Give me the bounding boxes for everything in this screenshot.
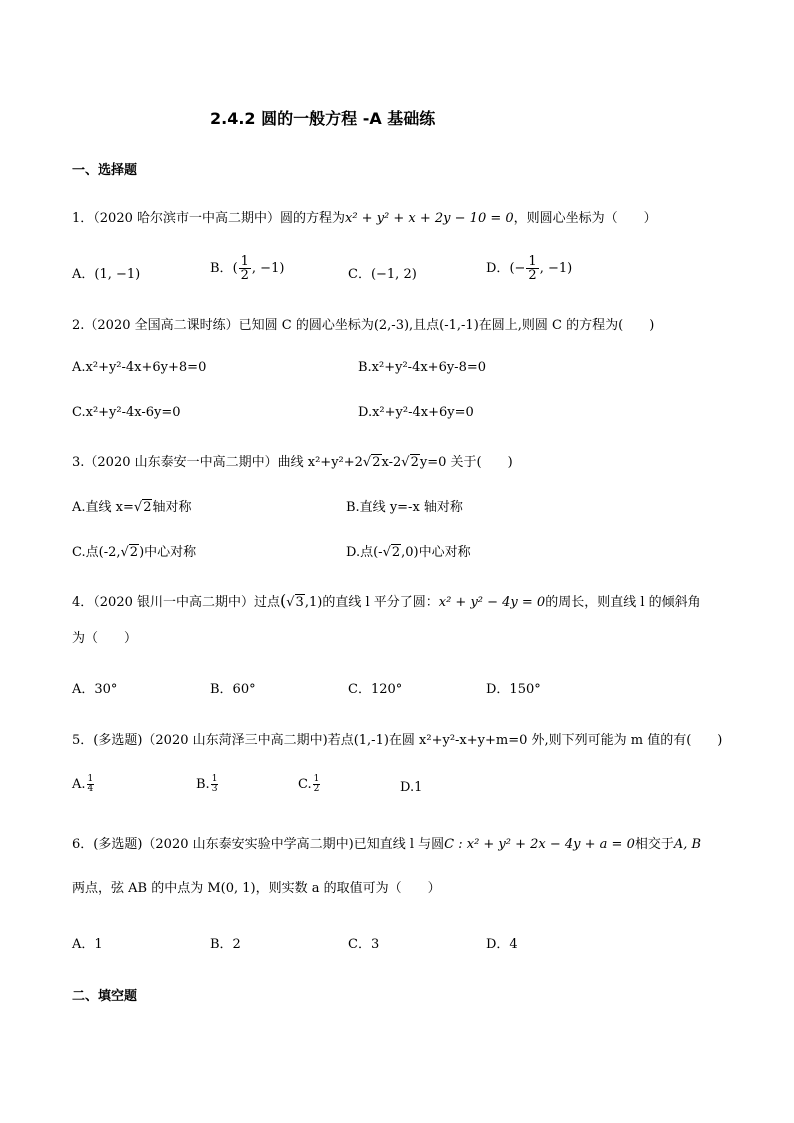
- q3-option-c[interactable]: [72, 541, 196, 560]
- q1-option-b-rest: , −1): [251, 261, 285, 276]
- question-3-part-b: x-2: [381, 455, 402, 470]
- q4-option-c[interactable]: C．120°: [348, 682, 403, 697]
- q5-option-a-label: A.: [72, 777, 86, 792]
- q4-option-a[interactable]: A．30°: [72, 682, 118, 697]
- sqrt-symbol: √2: [382, 545, 401, 560]
- q1-option-c[interactable]: C．(−1, 2): [348, 267, 417, 282]
- sqrt-symbol: √2: [133, 500, 152, 515]
- q3-option-b[interactable]: B.直线 y=-x 轴对称: [346, 500, 463, 515]
- q5-option-a-fraction: $\frac{1}{4}$: [87, 774, 94, 794]
- question-4-equation: x² + y² − 4y = 0: [438, 595, 546, 610]
- q2-option-c[interactable]: C.x²+y²-4x-6y=0: [72, 405, 181, 420]
- q3-option-a[interactable]: [72, 496, 191, 515]
- question-1-prefix: 1．（2020 哈尔滨市一中高二期中）圆的方程为: [72, 211, 345, 226]
- question-1-equation: x² + y² + x + 2y − 10 = 0: [345, 211, 514, 226]
- q1-option-d[interactable]: D．(− $\frac{1}{2}$ , −1): [486, 254, 573, 283]
- q1-option-d-fraction: $\frac{1}{2}$: [528, 254, 537, 283]
- q2-option-d[interactable]: D.x²+y²-4x+6y=0: [358, 405, 474, 420]
- q5-option-b-fraction: $\frac{1}{3}$: [211, 774, 218, 794]
- q3-option-d-part-a: D.点(-: [346, 545, 383, 560]
- question-4-part-c: 的周长，则直线 l 的倾斜角: [545, 595, 701, 610]
- q5-option-b[interactable]: [196, 775, 219, 794]
- section-heading-choice: 一、选择题: [72, 163, 138, 178]
- q1-option-d-rest: , −1): [539, 261, 573, 276]
- q3-option-a-part-a: A.直线 x=: [72, 500, 134, 515]
- question-6: [72, 833, 701, 852]
- q6-option-d[interactable]: D．4: [486, 937, 518, 952]
- question-4-part-b: 的直线 l 平分了圆：: [322, 595, 439, 610]
- question-4-part-a: 4．（2020 银川一中高二期中）过点: [72, 595, 280, 610]
- sqrt-symbol: √3: [286, 595, 304, 610]
- question-3-part-c: y=0 关于( ): [419, 455, 513, 470]
- question-5: 5．(多选题)（2020 山东菏泽三中高二期中)若点(1,-1)在圆 x²+y²-x+y+m=0 外,则下列可能为 m 值的有( ): [72, 733, 723, 748]
- question-1-suffix: ，则圆心坐标为（ ）: [513, 211, 657, 226]
- sqrt-symbol: √2: [401, 455, 419, 470]
- q5-option-a[interactable]: [72, 775, 95, 794]
- question-6-points: A, B: [673, 837, 702, 852]
- q4-option-b[interactable]: B．60°: [210, 682, 256, 697]
- q1-option-b-label: B．: [210, 261, 233, 276]
- question-4: [72, 591, 701, 610]
- question-6-continued: 两点，弦 AB 的中点为 M(0, 1)，则实数 a 的取值可为（ ）: [72, 881, 441, 896]
- q3-option-d[interactable]: [346, 541, 471, 560]
- q1-option-d-label: D．: [486, 261, 510, 276]
- q4-option-d[interactable]: D．150°: [486, 682, 541, 697]
- q2-option-b[interactable]: B.x²+y²-4x+6y-8=0: [358, 360, 487, 375]
- q6-option-b[interactable]: B．2: [210, 937, 241, 952]
- section-heading-fill: 二、填空题: [72, 989, 138, 1004]
- question-2: 2.（2020 全国高二课时练）已知圆 C 的圆心坐标为(2,-3),且点(-1,-1)在圆上,则圆 C 的方程为( ): [72, 318, 655, 333]
- q3-option-c-part-b: )中心对称: [139, 545, 197, 560]
- q3-option-c-part-a: C.点(-2,: [72, 545, 121, 560]
- q5-option-c-label: C.: [298, 777, 312, 792]
- question-6-equation: C : x² + y² + 2x − 4y + a = 0: [444, 837, 635, 852]
- sqrt-symbol: √2: [362, 455, 381, 470]
- q3-option-a-part-b: 轴对称: [152, 500, 192, 515]
- q3-option-d-part-b: ,0)中心对称: [401, 545, 471, 560]
- q1-option-b-fraction: $\frac{1}{2}$: [240, 254, 249, 283]
- q5-option-c-fraction: $\frac{1}{2}$: [313, 774, 320, 794]
- q1-option-b[interactable]: B．( $\frac{1}{2}$ , −1): [210, 254, 285, 283]
- q5-option-d[interactable]: D.1: [400, 780, 423, 795]
- q1-option-a[interactable]: A．(1, −1): [72, 267, 141, 282]
- q6-option-c[interactable]: C．3: [348, 937, 380, 952]
- page-title: 2.4.2 圆的一般方程 -A 基础练: [210, 109, 436, 128]
- question-4-point: (√3,1): [280, 591, 323, 610]
- sqrt-symbol: √2: [120, 545, 139, 560]
- q5-option-b-label: B.: [196, 777, 210, 792]
- question-6-part-a: 6．(多选题)（2020 山东泰安实验中学高二期中)已知直线 l 与圆: [72, 837, 445, 852]
- q2-option-a[interactable]: A.x²+y²-4x+6y+8=0: [72, 360, 207, 375]
- question-4-continued: 为（ ）: [72, 631, 138, 646]
- question-6-part-b: 相交于: [634, 837, 674, 852]
- question-3: [72, 451, 513, 470]
- q6-option-a[interactable]: A．1: [72, 937, 103, 952]
- question-1: [72, 207, 657, 226]
- question-3-part-a: 3.（2020 山东泰安一中高二期中）曲线 x²+y²+2: [72, 455, 363, 470]
- q5-option-c[interactable]: [298, 775, 321, 794]
